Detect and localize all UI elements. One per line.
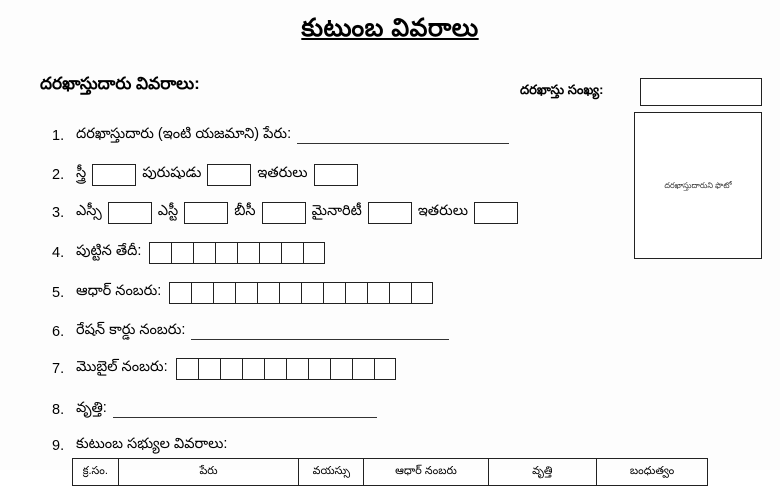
field-row-name: [52, 126, 509, 146]
field-label: రేషన్ కార్డు నంబరు:: [76, 322, 186, 338]
field-number: 2.: [52, 167, 65, 183]
caste-option-label-sc: ఎస్సీ: [76, 203, 102, 219]
caste-checkbox-minority[interactable]: [368, 202, 412, 224]
aadhaar-cell[interactable]: [235, 282, 257, 304]
gender-checkbox-male[interactable]: [207, 164, 251, 186]
mobile-cell[interactable]: [286, 358, 308, 380]
field-label: వృత్తి:: [76, 400, 107, 416]
table-column-header: వృత్తి: [488, 459, 597, 486]
aadhaar-cell[interactable]: [257, 282, 279, 304]
field-number: 5.: [52, 285, 65, 301]
gender-option-label-other: ఇతరులు: [257, 165, 308, 181]
dob-cell[interactable]: [237, 242, 259, 264]
caste-option-label-minority: మైనారిటీ: [311, 203, 362, 219]
gender-checkbox-other[interactable]: [314, 164, 358, 186]
aadhaar-cell[interactable]: [345, 282, 367, 304]
caste-option-label-other: ఇతరులు: [417, 203, 468, 219]
page-title: కుటుంబ వివరాలు: [301, 14, 479, 42]
dob-input-grid[interactable]: [149, 242, 325, 264]
mobile-cell[interactable]: [242, 358, 264, 380]
aadhaar-input-grid[interactable]: [169, 282, 433, 304]
mobile-cell[interactable]: [308, 358, 330, 380]
mobile-cell[interactable]: [198, 358, 220, 380]
field-number: 6.: [52, 324, 65, 340]
mobile-input-grid[interactable]: [176, 358, 396, 380]
aadhaar-cell[interactable]: [213, 282, 235, 304]
occupation-input-line[interactable]: [113, 403, 377, 418]
application-number-field[interactable]: [640, 78, 762, 106]
dob-cell[interactable]: [149, 242, 171, 264]
field-row-caste: [52, 202, 524, 224]
photo-box-label: దరఖాస్తుదారుని ఫొటో: [664, 180, 732, 190]
field-label: ఆధార్ నంబరు:: [76, 283, 162, 299]
field-label: మొబైల్ నంబరు:: [76, 359, 168, 375]
gender-checkbox-female[interactable]: [92, 164, 136, 186]
caste-option-label-st: ఎస్టీ: [157, 203, 179, 219]
mobile-cell[interactable]: [176, 358, 198, 380]
field-row-dob: [52, 242, 325, 264]
aadhaar-cell[interactable]: [323, 282, 345, 304]
caste-option-label-bc: బీసీ: [234, 203, 256, 219]
mobile-cell[interactable]: [220, 358, 242, 380]
application-number-label: దరఖాస్తు సంఖ్య:: [520, 82, 604, 97]
dob-cell[interactable]: [281, 242, 303, 264]
table-column-header: పేరు: [118, 459, 299, 486]
field-row-aadhaar: [52, 282, 433, 304]
applicant-photo-box[interactable]: [634, 112, 762, 259]
family-members-table: [72, 458, 708, 486]
field-number: 4.: [52, 245, 65, 261]
table-column-header: వయస్సు: [299, 459, 364, 486]
field-number: 8.: [52, 402, 65, 418]
table-header-row: [73, 459, 708, 486]
ration-card-input-line[interactable]: [191, 325, 449, 340]
field-row-family-members: [52, 436, 227, 456]
aadhaar-cell[interactable]: [191, 282, 213, 304]
aadhaar-cell[interactable]: [169, 282, 191, 304]
dob-cell[interactable]: [259, 242, 281, 264]
dob-cell[interactable]: [215, 242, 237, 264]
table-column-header: క్ర.సం.: [73, 459, 119, 486]
field-number: 9.: [52, 438, 65, 454]
field-row-gender: [52, 164, 364, 186]
caste-checkbox-st[interactable]: [184, 202, 228, 224]
dob-cell[interactable]: [171, 242, 193, 264]
gender-option-label-male: పురుషుడు: [142, 165, 202, 181]
name-input-line[interactable]: [297, 129, 509, 144]
section-heading: దరఖాస్తుదారు వివరాలు:: [40, 74, 200, 93]
aadhaar-cell[interactable]: [301, 282, 323, 304]
caste-checkbox-bc[interactable]: [262, 202, 306, 224]
aadhaar-cell[interactable]: [279, 282, 301, 304]
field-row-ration-card: [52, 322, 449, 342]
field-label: దరఖాస్తుదారు (ఇంటి యజమాని) పేరు:: [76, 126, 292, 142]
dob-cell[interactable]: [303, 242, 325, 264]
dob-cell[interactable]: [193, 242, 215, 264]
table-column-header: ఆధార్ నంబరు: [364, 459, 488, 486]
aadhaar-cell[interactable]: [389, 282, 411, 304]
mobile-cell[interactable]: [264, 358, 286, 380]
mobile-cell[interactable]: [330, 358, 352, 380]
field-number: 3.: [52, 205, 65, 221]
field-label: కుటుంబ సభ్యుల వివరాలు:: [76, 436, 228, 452]
gender-option-label-female: స్త్రీ: [76, 165, 87, 181]
table-column-header: బంధుత్వం: [597, 459, 708, 486]
aadhaar-cell[interactable]: [411, 282, 433, 304]
aadhaar-cell[interactable]: [367, 282, 389, 304]
caste-checkbox-other[interactable]: [474, 202, 518, 224]
mobile-cell[interactable]: [352, 358, 374, 380]
field-label: పుట్టిన తేదీ:: [76, 243, 142, 259]
mobile-cell[interactable]: [374, 358, 396, 380]
field-number: 1.: [52, 128, 65, 144]
caste-checkbox-sc[interactable]: [108, 202, 152, 224]
field-row-occupation: [52, 400, 377, 420]
field-row-mobile: [52, 358, 396, 380]
field-number: 7.: [52, 361, 65, 377]
